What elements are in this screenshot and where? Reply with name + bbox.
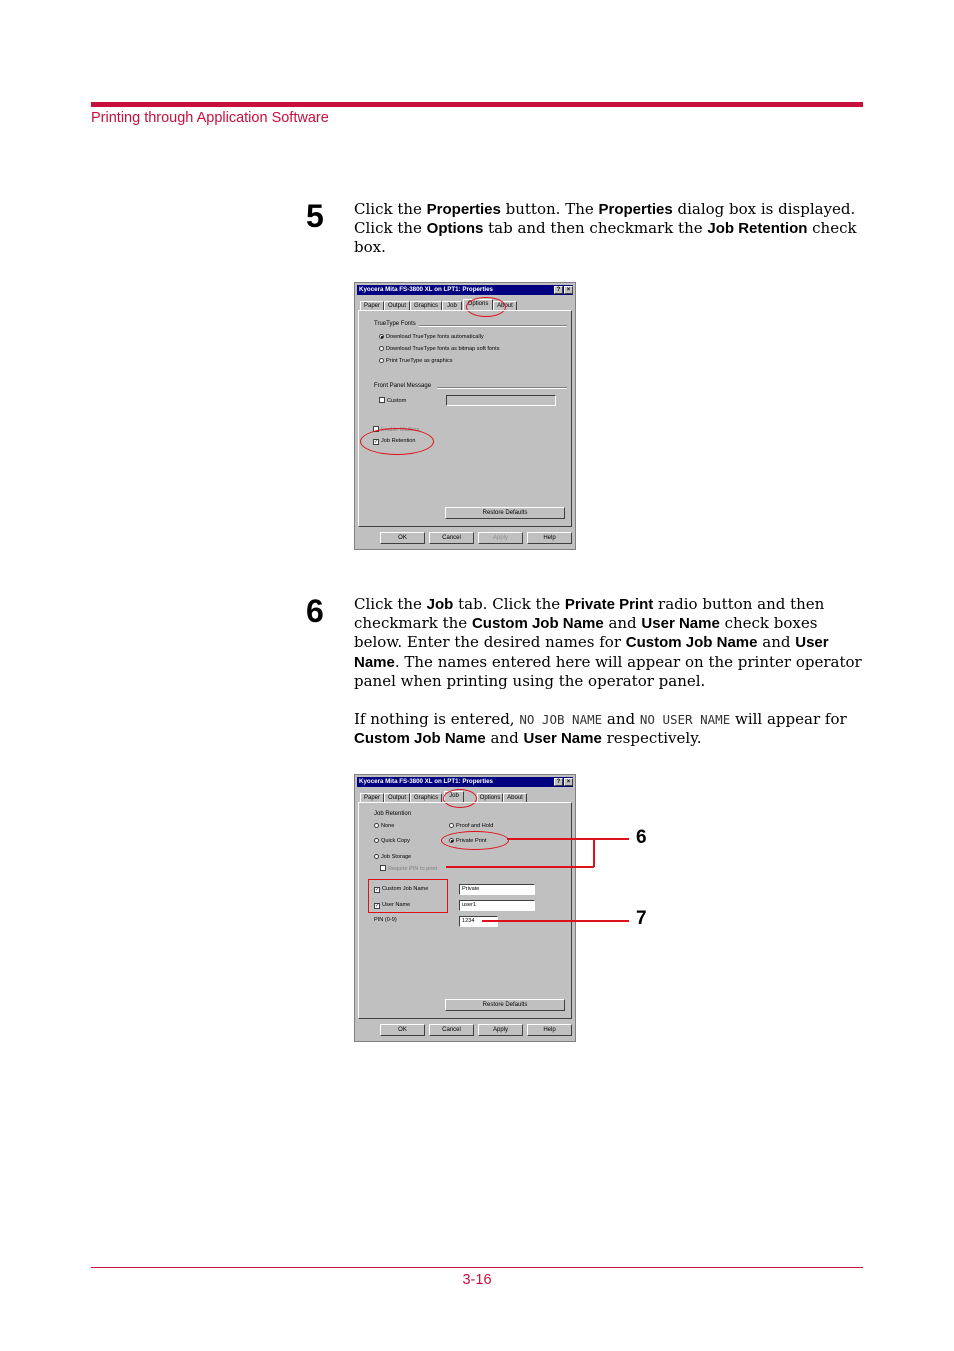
options-panel [358,310,572,527]
group-divider [419,325,567,327]
tab-paper[interactable]: Paper [360,301,384,311]
radio-download-auto[interactable]: Download TrueType fonts automatically [379,334,484,341]
radio-job-storage[interactable]: Job Storage [374,854,411,861]
properties-dialog-job [354,774,576,1042]
user-name-checkbox[interactable]: ✓ User Name [375,902,411,909]
header-rule [91,102,863,107]
tab-about[interactable]: About [503,793,527,803]
tab-output[interactable]: Output [384,301,410,311]
callout-7-line [482,920,629,922]
custom-job-name-field[interactable]: Private [459,884,535,895]
ok-button[interactable]: OK [380,532,425,544]
radio-private-print[interactable]: Private Print [449,838,486,845]
tab-options[interactable]: Options [477,793,503,803]
radio-download-bitmap[interactable]: Download TrueType fonts as bitmap soft fonts [379,346,500,353]
cancel-button[interactable]: Cancel [429,1024,474,1036]
tab-output[interactable]: Output [384,793,410,803]
tab-job[interactable]: Job [444,791,464,803]
callout-6-connector [593,838,595,867]
dialog-title: Kyocera Mita FS-3800 XL on LPT1: Properties [359,778,493,785]
restore-defaults-button[interactable]: Restore Defaults [445,507,565,519]
close-title-button[interactable]: × [564,778,573,786]
job-retention-checkbox[interactable]: ✓ Job Retention [374,438,416,445]
radio-quick-copy[interactable]: Quick Copy [374,838,410,845]
callout-6-connector [446,866,594,868]
custom-job-name-checkbox[interactable]: ✓ Custom Job Name [375,886,429,893]
help-button[interactable]: Help [527,1024,572,1036]
job-retention-group-label: Job Retention [374,811,412,817]
radio-proof-and-hold[interactable]: Proof and Hold [449,823,493,830]
properties-dialog-options [354,282,576,550]
step-6-text: Click the Job tab. Click the Private Print radio button and then checkmark the Custom Job Name and User Name check boxes below. Enter the desired names for Custom Job Name and User Name. The names entered here will appear on the printer operator panel when printing using the operator panel. [354,595,862,690]
footer-rule [91,1267,863,1268]
highlight-job-retention [360,428,434,455]
step-5-text: Click the Properties button. The Properties dialog box is displayed. Click the Options tab and then checkmark the Job Retention check box. [354,200,857,257]
ok-button[interactable]: OK [380,1024,425,1036]
help-button[interactable]: Help [527,532,572,544]
apply-button[interactable]: Apply [478,1024,523,1036]
radio-print-graphics[interactable]: Print TrueType as graphics [379,358,453,365]
group-divider [437,387,567,389]
help-title-button[interactable]: ? [554,778,563,786]
tab-graphics[interactable]: Graphics [410,793,442,803]
help-title-button[interactable]: ? [554,286,563,294]
callout-7-label: 7 [636,908,647,929]
tab-paper[interactable]: Paper [360,793,384,803]
close-title-button[interactable]: × [564,286,573,294]
cancel-button[interactable]: Cancel [429,532,474,544]
custom-checkbox[interactable]: Custom [379,397,406,405]
tab-about[interactable]: About [493,301,517,311]
custom-message-field[interactable] [446,395,556,406]
dialog-titlebar [357,285,573,295]
highlight-private-print [441,831,509,850]
require-pin-checkbox[interactable]: Require PIN to print [380,865,437,873]
step-6-note: If nothing is entered, NO JOB NAME and NO USER NAME will appear for Custom Job Name and User Name respectively. [354,710,847,748]
page-number: 3-16 [462,1272,492,1288]
tab-job[interactable]: Job [442,301,462,311]
tab-graphics[interactable]: Graphics [410,301,442,311]
pin-label: PIN (0-9) [374,917,397,923]
restore-defaults-button[interactable]: Restore Defaults [445,999,565,1011]
dialog-titlebar [357,777,573,787]
radio-none[interactable]: None [374,823,394,830]
step-number-6: 6 [306,593,324,629]
apply-button[interactable]: Apply [478,532,523,544]
dialog-title: Kyocera Mita FS-3800 XL on LPT1: Properties [359,286,493,293]
pin-field[interactable]: 1234 [459,916,498,927]
front-panel-group-label: Front Panel Message [374,383,432,389]
highlight-name-checkboxes [368,879,448,913]
section-title: Printing through Application Software [91,110,329,126]
callout-6-line [507,838,629,840]
mailbox-checkbox[interactable]: Enable Mailbox [373,426,419,434]
callout-6-label: 6 [636,827,647,848]
user-name-field[interactable]: user1 [459,900,535,911]
step-number-5: 5 [306,198,324,234]
tab-options[interactable]: Options [463,299,493,311]
truetype-group-label: TrueType Fonts [374,321,416,327]
